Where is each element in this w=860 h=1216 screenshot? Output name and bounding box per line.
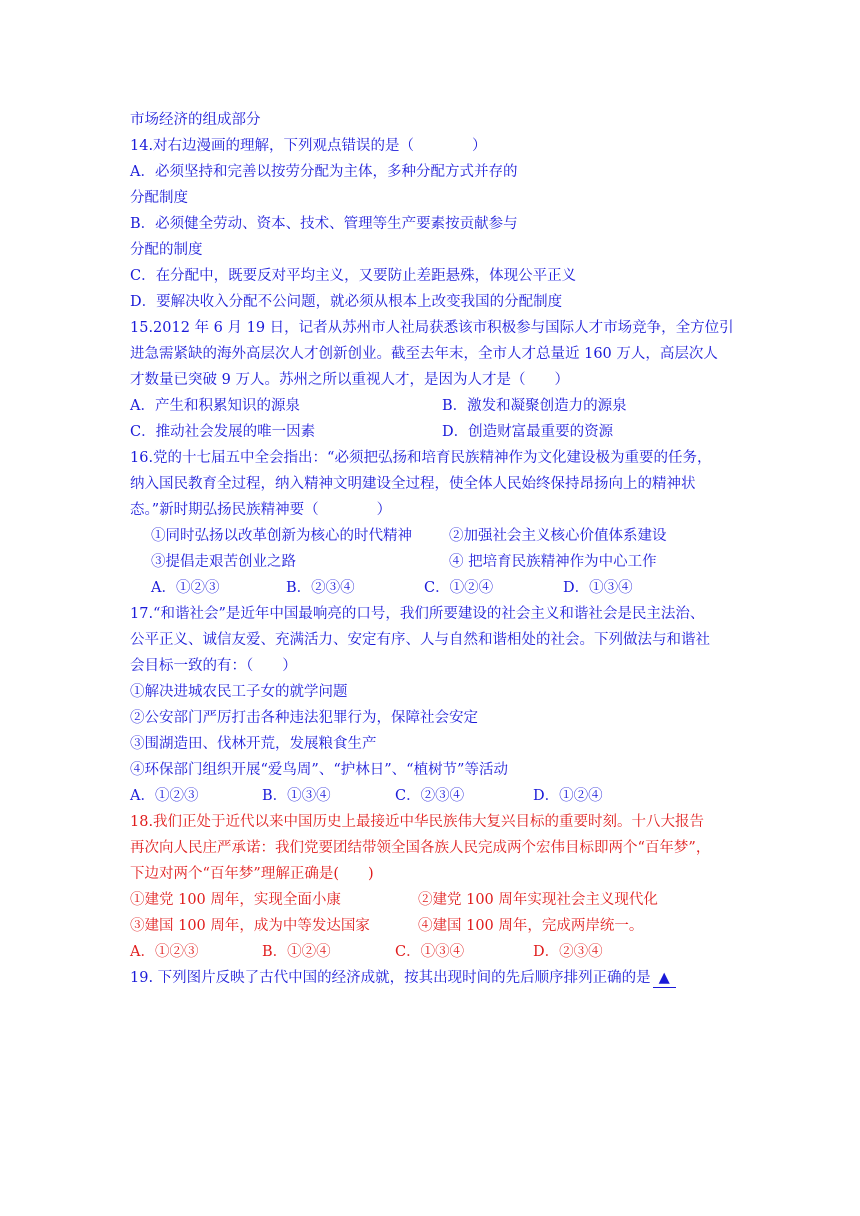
q16-option-c: C．①②④ bbox=[424, 580, 494, 596]
q17-option-d: D．①②④ bbox=[533, 788, 603, 804]
question-15-line-1: 15.2012 年 6 月 19 日，记者从苏州市人社局获悉该市积极参与国际人才市场竞争，全方位引 bbox=[130, 320, 734, 336]
question-19-stem: 19. 下列图片反映了古代中国的经济成就，按其出现时间的先后顺序排列正确的是 bbox=[130, 970, 651, 986]
q14-option-c: C．在分配中，既要反对平均主义，又要防止差距悬殊，体现公平正义 bbox=[130, 268, 577, 284]
question-16-line-3: 态。”新时期弘扬民族精神要（ ） bbox=[130, 502, 392, 518]
q18-option-d: D．②③④ bbox=[533, 944, 603, 960]
question-16-line-1: 16.党的十七届五中全会指出：“必须把弘扬和培育民族精神作为文化建设极为重要的任务， bbox=[130, 450, 712, 466]
q14-option-b-cont: 分配的制度 bbox=[130, 242, 203, 258]
q17-item-4: ④环保部门组织开展“爱鸟周”、“护林日”、“植树节”等活动 bbox=[130, 762, 508, 778]
q18-item-4: ④建国 100 周年，完成两岸统一。 bbox=[418, 918, 644, 934]
q16-item-2: ②加强社会主义核心价值体系建设 bbox=[449, 528, 667, 544]
question-17-line-1: 17.“和谐社会”是近年中国最响亮的口号，我们所要建设的社会主义和谐社会是民主法治、 bbox=[130, 606, 705, 622]
q16-item-3: ③提倡走艰苦创业之路 bbox=[151, 554, 296, 570]
q17-item-1: ①解决进城农民工子女的就学问题 bbox=[130, 684, 348, 700]
q14-option-d: D．要解决收入分配不公问题，就必须从根本上改变我国的分配制度 bbox=[130, 294, 563, 310]
q17-option-c: C．②③④ bbox=[395, 788, 465, 804]
q18-option-b: B．①②④ bbox=[262, 944, 331, 960]
question-15-line-3: 才数量已突破 9 万人。苏州之所以重视人才，是因为人才是（ ） bbox=[130, 372, 569, 388]
question-15-line-2: 进急需紧缺的海外高层次人才创新创业。截至去年末，全市人才总量近 160 万人，高层次人 bbox=[130, 346, 718, 362]
question-19-line bbox=[130, 969, 676, 988]
question-14-stem: 14.对右边漫画的理解，下列观点错误的是（ ） bbox=[130, 138, 487, 154]
question-17-line-2: 公平正义、诚信友爱、充满活力、安定有序、人与自然和谐相处的社会。下列做法与和谐社 bbox=[130, 632, 710, 648]
q18-option-a: A．①②③ bbox=[130, 944, 199, 960]
q15-option-c: C．推动社会发展的唯一因素 bbox=[130, 424, 316, 440]
question-16-line-2: 纳入国民教育全过程，纳入精神文明建设全过程，使全体人民始终保持昂扬向上的精神状 bbox=[130, 476, 696, 492]
question-17-line-3: 会目标一致的有：（ ） bbox=[130, 658, 297, 674]
q15-option-b: B．激发和凝聚创造力的源泉 bbox=[442, 398, 627, 414]
q16-option-a: A．①②③ bbox=[151, 580, 220, 596]
q15-option-a: A．产生和积累知识的源泉 bbox=[130, 398, 300, 414]
q18-item-1: ①建党 100 周年，实现全面小康 bbox=[130, 892, 341, 908]
q14-option-a: A．必须坚持和完善以按劳分配为主体，多种分配方式并存的 bbox=[130, 164, 518, 180]
q17-option-b: B．①③④ bbox=[262, 788, 331, 804]
q15-option-d: D．创造财富最重要的资源 bbox=[442, 424, 614, 440]
q17-option-a: A．①②③ bbox=[130, 788, 199, 804]
q14-option-b: B．必须健全劳动、资本、技术、管理等生产要素按贡献参与 bbox=[130, 216, 518, 232]
q18-option-c: C．①③④ bbox=[395, 944, 465, 960]
q18-item-2: ②建党 100 周年实现社会主义现代化 bbox=[418, 892, 658, 908]
question-18-line-2: 再次向人民庄严承诺：我们党要团结带领全国各族人民完成两个宏伟目标即两个“百年梦”， bbox=[130, 840, 711, 856]
q14-option-a-cont: 分配制度 bbox=[130, 190, 188, 206]
q16-option-d: D．①③④ bbox=[563, 580, 633, 596]
answer-blank: ▲ bbox=[653, 969, 676, 988]
q17-item-3: ③围湖造田、伐林开荒，发展粮食生产 bbox=[130, 736, 377, 752]
q17-item-2: ②公安部门严厉打击各种违法犯罪行为，保障社会安定 bbox=[130, 710, 478, 726]
q16-item-1: ①同时弘扬以改革创新为核心的时代精神 bbox=[151, 528, 412, 544]
question-18-line-3: 下边对两个“百年梦”理解正确是( ) bbox=[130, 866, 374, 882]
text-line: 市场经济的组成部分 bbox=[130, 112, 261, 128]
question-18-line-1: 18.我们正处于近代以来中国历史上最接近中华民族伟大复兴目标的重要时刻。十八大报告 bbox=[130, 814, 705, 830]
q18-item-3: ③建国 100 周年，成为中等发达国家 bbox=[130, 918, 370, 934]
q16-option-b: B．②③④ bbox=[286, 580, 355, 596]
q16-item-4: ④ 把培育民族精神作为中心工作 bbox=[449, 554, 657, 570]
